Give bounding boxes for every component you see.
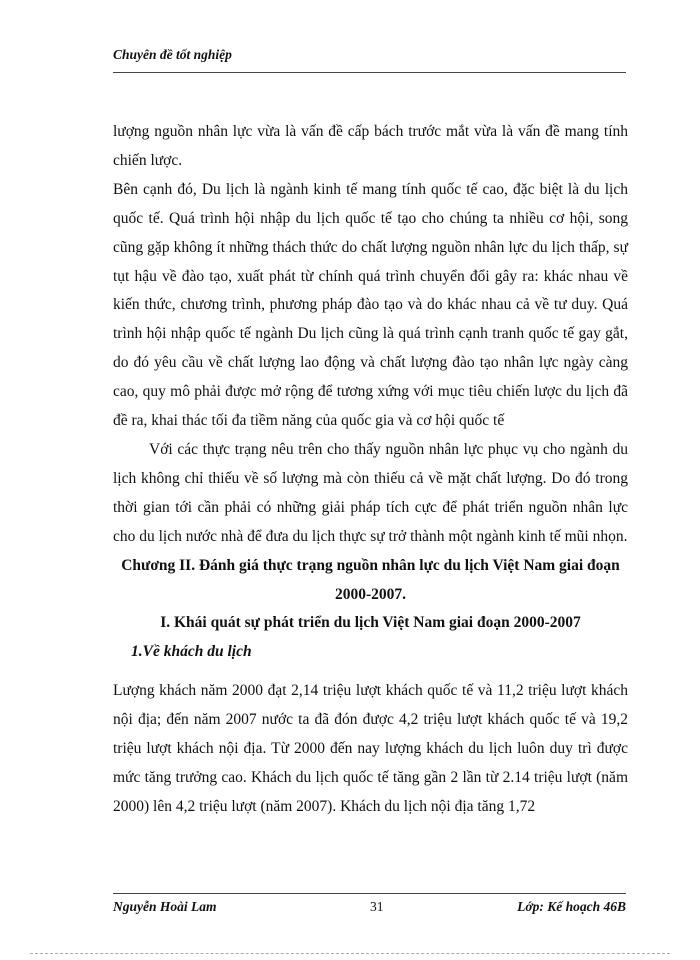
footer-class: Lớp: Kế hoạch 46B [517, 899, 626, 914]
paragraph-international: Bên cạnh đó, Du lịch là ngành kinh tế mang tính quốc tế cao, đặc biệt là du lịch quốc tế. Quá trình hội nhập du lịch quốc tế tạo cho chúng ta nhiều cơ hội, song cũng gặp không ít những thách thức do chất lượng nguồn nhân lực du lịch thấp, sự tụt hậu về đào tạo, xuất phát từ chính quá trình chuyển đổi gây ra: khác nhau về kiến thức, chương trình, phương pháp đào tạo và do khác nhau cả về tư duy. Quá trình hội nhập quốc tế ngành Du lịch cũng là quá trình cạnh tranh quốc tế gay gắt, do đó yêu cầu về chất lượng lao động và chất lượng đào tạo nhân lực ngày càng cao, quy mô phải được mở rộng để tương xứng với mục tiêu chiến lược du lịch đã đề ra, khai thác tối đa tiềm năng của quốc gia và cơ hội quốc tế [113, 180, 628, 430]
footer-divider [113, 893, 626, 894]
section-heading: I. Khái quát sự phát triển du lịch Việt Nam giai đoạn 2000-2007 [160, 614, 581, 632]
header-divider [113, 72, 626, 73]
page-number: 31 [370, 899, 384, 914]
subsection-heading: 1.Về khách du lịch [131, 643, 252, 661]
paragraph-strategic: lượng nguồn nhân lực vừa là vấn đề cấp bách trước mắt vừa là vấn đề mang tính chiến lược. [113, 123, 628, 169]
chapter-heading: Chương II. Đánh giá thực trạng nguồn nhân lực du lịch Việt Nam giai đoạn 2000-2007. [121, 556, 620, 603]
page-header-title: Chuyên đề tốt nghiệp [113, 47, 232, 62]
document-body [113, 118, 628, 822]
paragraph-conclusion: Với các thực trạng nêu trên cho thấy nguồn nhân lực phục vụ cho ngành du lịch không chỉ thiếu về số lượng mà còn thiếu cả về mặt chất lượng. Do đó trong thời gian tới cần phải có những giải pháp tích cực để phát triển nguồn nhân lực cho du lịch nước nhà để đưa du lịch thực sự trở thành một ngành kinh tế mũi nhọn. [113, 440, 628, 545]
page-edge-divider [30, 953, 670, 954]
footer-author: Nguyễn Hoài Lam [113, 899, 217, 914]
paragraph-visitor-stats: Lượng khách năm 2000 đạt 2,14 triệu lượt khách quốc tế và 11,2 triệu lượt khách nội địa; đến năm 2007 nước ta đã đón được 4,2 triệu lượt khách quốc tế và 19,2 triệu lượt khách nội địa. Từ 2000 đến nay lượng khách du lịch luôn duy trì được mức tăng trưởng cao. Khách du lịch quốc tế tăng gần 2 lần từ 2.14 triệu lượt (năm 2000) lên 4,2 triệu lượt (năm 2007). Khách du lịch nội địa tăng 1,72 [113, 682, 628, 815]
